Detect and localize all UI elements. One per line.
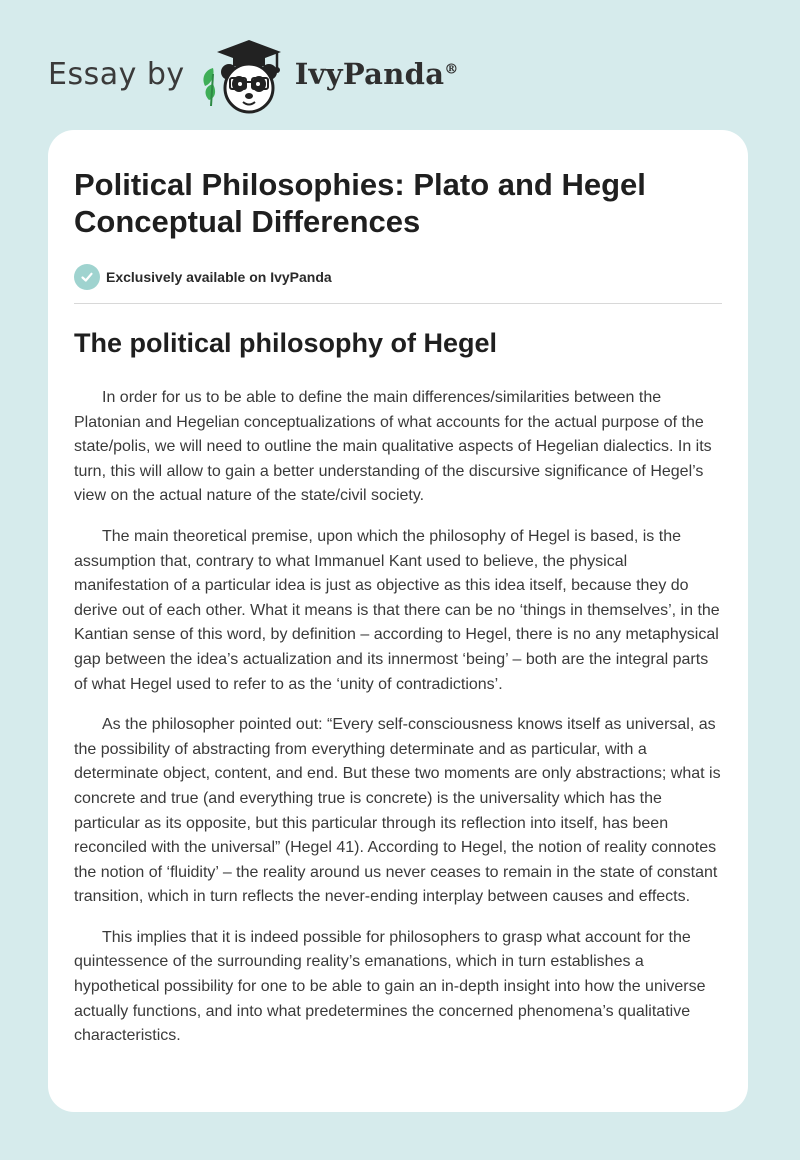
brand-name: IvyPanda® xyxy=(294,57,459,91)
exclusive-badge xyxy=(74,264,332,290)
article-body xyxy=(74,386,724,1065)
leaf-icon xyxy=(203,68,215,106)
section-heading: The political philosophy of Hegel xyxy=(74,328,498,358)
paragraph: This implies that it is indeed possible for philosophers to grasp what account for the quintessence of the surrounding reality’s emanations, which in turn establishes a hypothetical possibility for one to be able to gain an in-depth insight into how the universe actually functions, and into what predetermines the concerned phenomena’s qualitative characteristics. xyxy=(74,928,706,1045)
article-card xyxy=(48,130,748,1112)
paragraph: As the philosopher pointed out: “Every self-consciousness knows itself as universal, as the possibility of abstracting from everything determinate and as particular, with a determinate object, content, and end. But these two moments are only abstractions; what is concrete and true (and everything true is concrete) is the universality which has the particular as its opposite, but this particular through its reflection into itself, has been reconciled with the universal” (Hegel 41). According to Hegel, the notion of reality connotes the notion of ‘fluidity’ – the reality around us never ceases to remain in the state of constant transition, which in turn reflects the never-ending interplay between causes and effects. xyxy=(74,716,721,906)
panda-logo-icon xyxy=(197,34,289,114)
article-title: Political Philosophies: Plato and Hegel Conceptual Differences xyxy=(74,167,646,239)
divider xyxy=(74,303,722,304)
check-icon xyxy=(74,264,100,290)
panda-face-icon xyxy=(221,64,277,112)
site-header xyxy=(48,34,459,114)
essay-by-label: Essay by xyxy=(48,56,185,92)
paragraph: The main theoretical premise, upon which the philosophy of Hegel is based, is the assumption that, contrary to what Immanuel Kant used to believe, the physical manifestation of a particular idea is just as objective as this idea itself, because they do derive out of each other. What it means is that there can be no ‘things in themselves’, in the Kantian sense of this word, by definition – according to Hegel, there is no any metaphysical gap between the idea’s actualization and its innermost ‘being’ – both are the integral parts of what Hegel used to refer to as the ‘unity of contradictions’. xyxy=(74,527,720,693)
exclusive-label: Exclusively available on IvyPanda xyxy=(106,269,332,285)
paragraph: In order for us to be able to define the main differences/similarities between the Platonian and Hegelian conceptualizations of what accounts for the actual purpose of the state/polis, we will need to outline the main qualitative aspects of Hegelian dialectics. In its turn, this will allow to gain a better understanding of the discursive significance of Hegel’s view on the actual nature of the state/civil society. xyxy=(74,389,712,505)
